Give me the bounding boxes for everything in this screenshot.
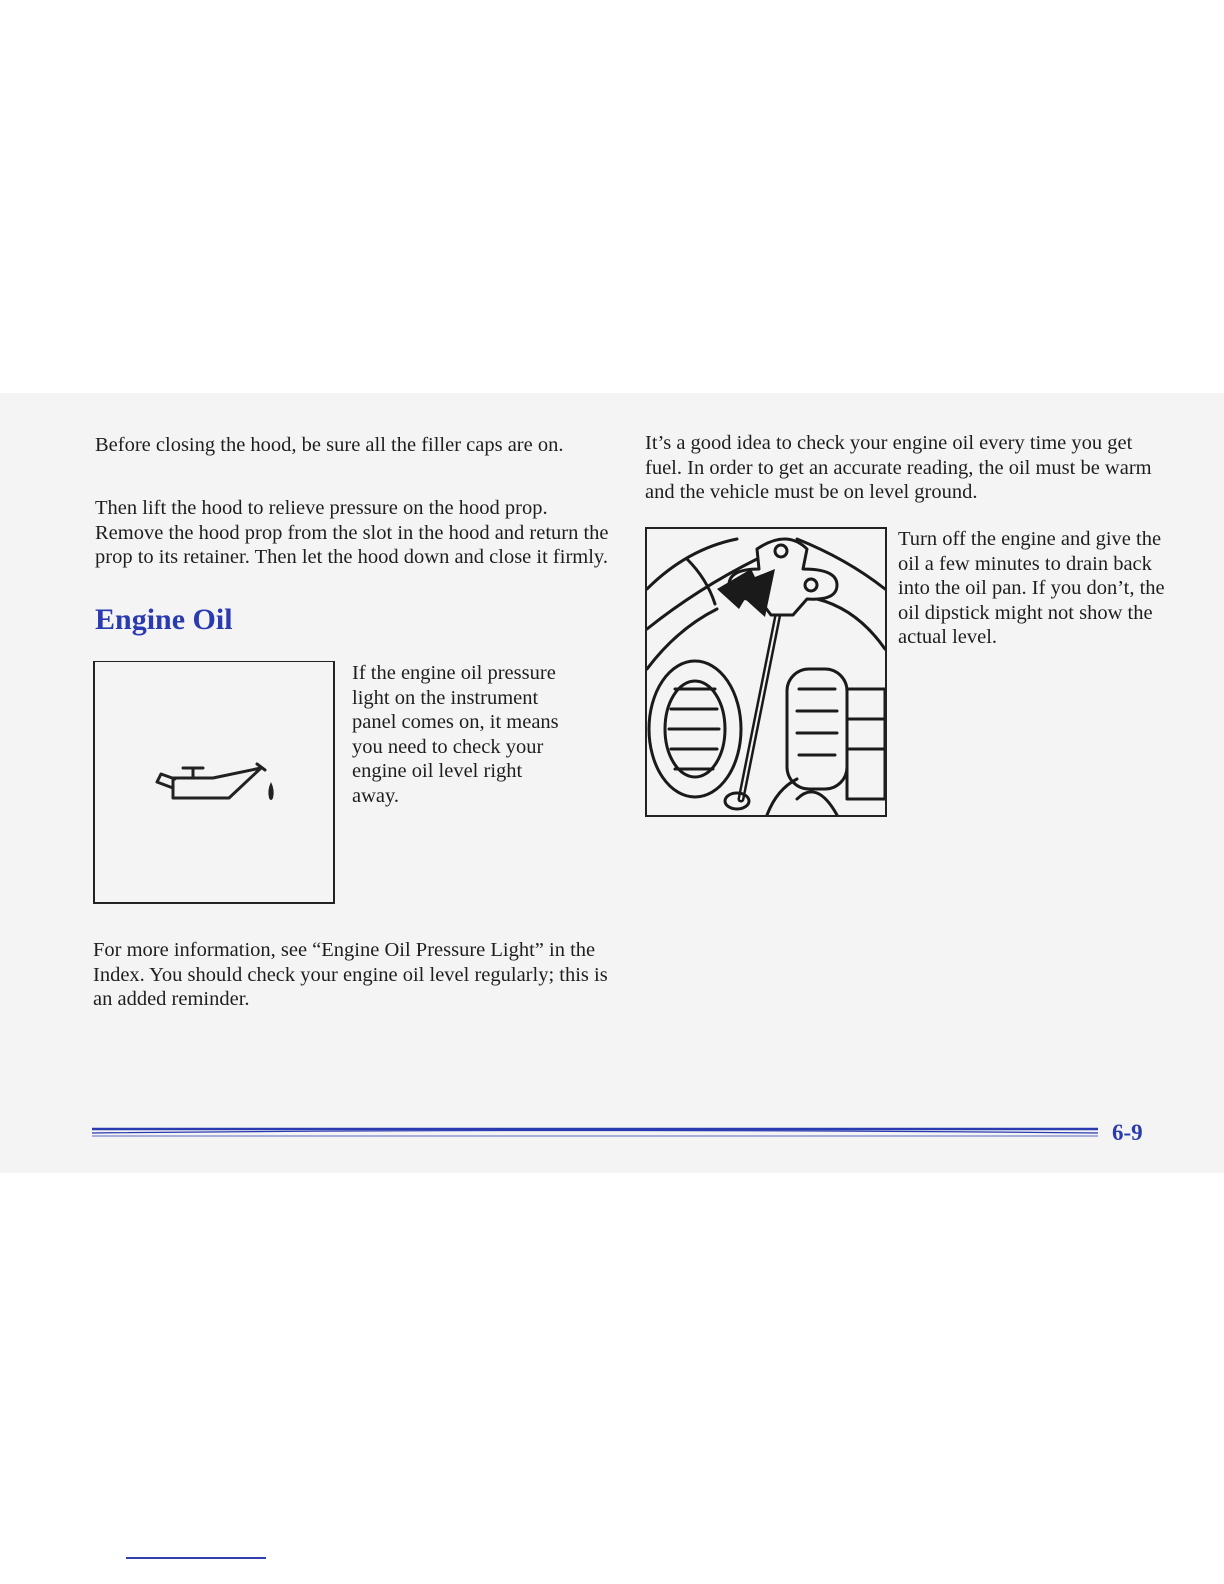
oil-drop-icon: [268, 782, 273, 800]
section-heading-engine-oil: Engine Oil: [95, 603, 233, 636]
oil-can-icon: [153, 758, 283, 818]
paragraph-hood-prop: Then lift the hood to relieve pressure on the hood prop. Remove the hood prop from the slot in the hood and return the prop to its retainer. Then let the hood down and close it firmly.: [95, 497, 609, 568]
paragraph-check-oil: It’s a good idea to check your engine oil every time you get fuel. In order to get an accurate reading, the oil must be warm and the vehicle must be on level ground.: [645, 432, 1152, 503]
paragraph-filler-caps: Before closing the hood, be sure all the filler caps are on.: [95, 434, 564, 456]
paragraph-more-info: For more information, see “Engine Oil Pressure Light” in the Index. You should check your engine oil level regularly; this is an added reminder.: [93, 939, 608, 1010]
oil-light-icon-box: [93, 661, 335, 904]
engine-dipstick-illustration: [645, 527, 887, 817]
paragraph-turn-off-engine: Turn off the engine and give the oil a few minutes to drain back into the oil pan. If you don’t, the oil dipstick might not show the actual level.: [898, 528, 1165, 648]
footer-rule: [92, 1123, 1098, 1143]
paragraph-oil-pressure-light: If the engine oil pressure light on the instrument panel comes on, it means you need to check your engine oil level right away.: [352, 662, 559, 807]
bottom-divider: [126, 1557, 266, 1559]
page-number: 6-9: [1112, 1120, 1143, 1145]
